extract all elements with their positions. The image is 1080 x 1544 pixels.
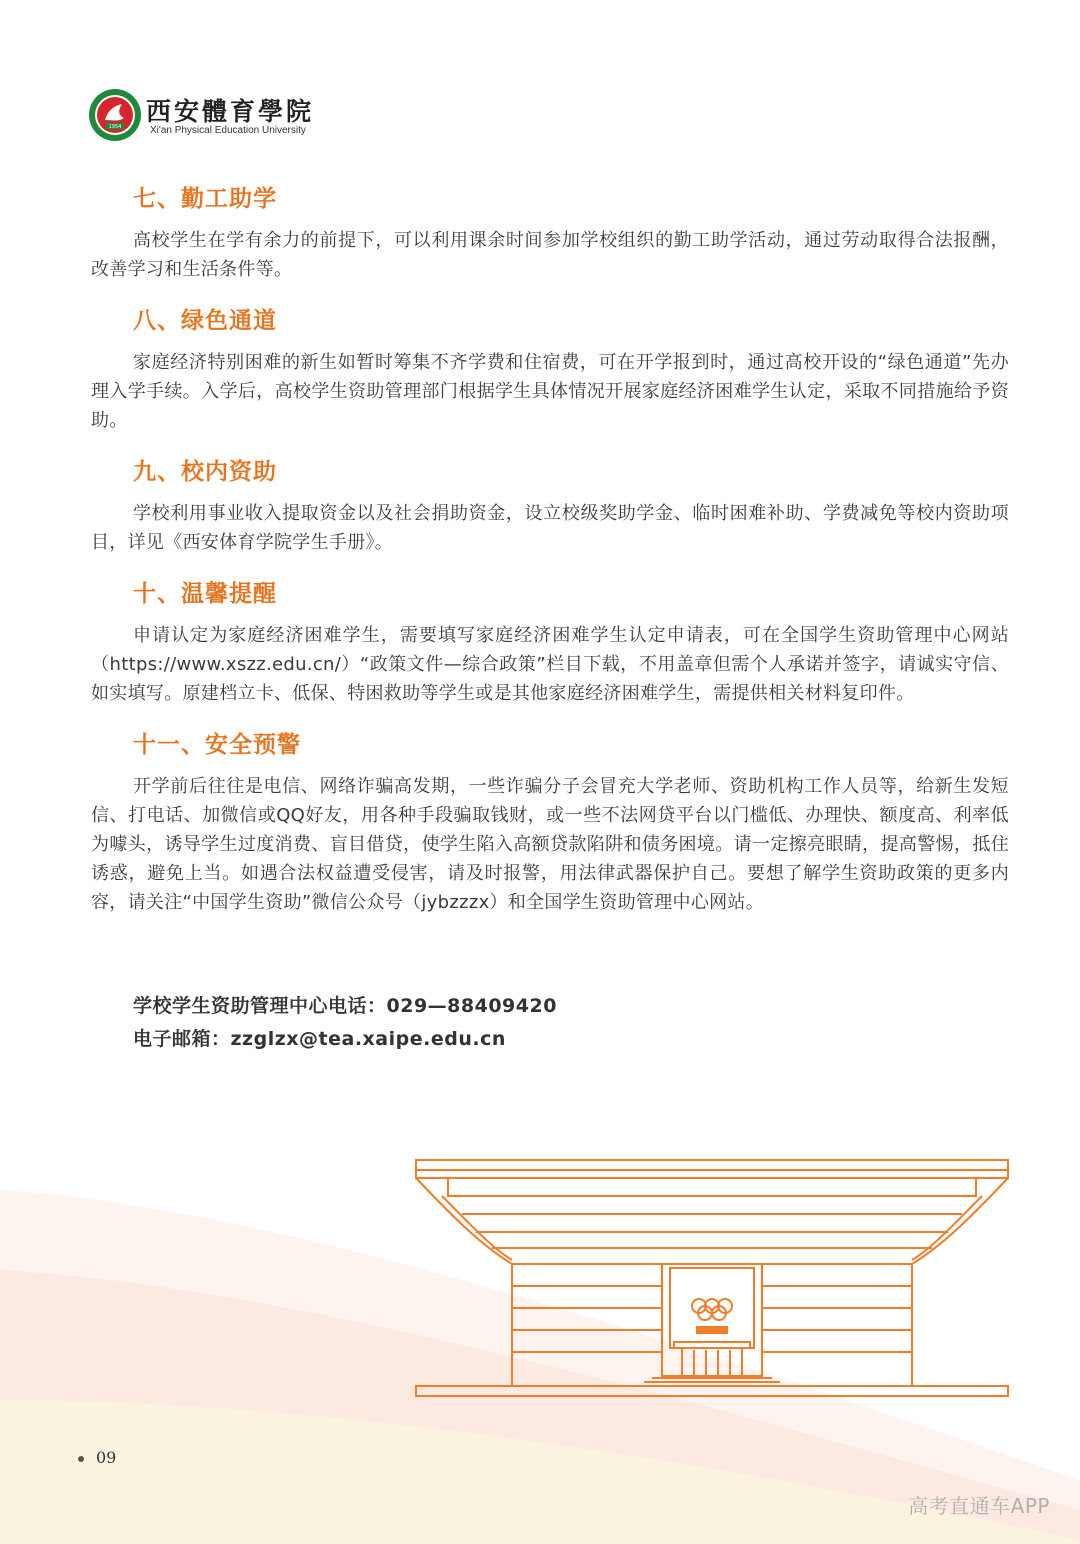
school-name-en: Xi'an Physical Education University bbox=[150, 125, 306, 136]
section-body: 学校利用事业收入提取资金以及社会捐助资金，设立校级奖助学金、临时困难补助、学费减免等校内资助项目，详见《西安体育学院学生手册》。 bbox=[91, 503, 1009, 553]
section-reminder bbox=[91, 577, 1009, 708]
contact-email: 电子邮箱：zzglzx@tea.xaipe.edu.cn bbox=[133, 1028, 506, 1050]
section-green-channel bbox=[91, 304, 1009, 435]
section-campus-aid bbox=[91, 455, 1009, 557]
section-title: 八、绿色通道 bbox=[133, 308, 277, 334]
section-body: 家庭经济特别困难的新生如暂时筹集不齐学费和住宿费，可在开学报到时，通过高校开设的“绿色通道”先办理入学手续。入学后，高校学生资助管理部门根据学生具体情况开展家庭经济困难学生认定，采取不同措施给予资助。 bbox=[91, 352, 1009, 431]
section-title: 七、勤工助学 bbox=[133, 186, 277, 212]
page-number bbox=[78, 1448, 116, 1467]
section-title: 十一、安全预警 bbox=[133, 732, 301, 758]
policy-content bbox=[91, 182, 1009, 937]
contact-phone: 学校学生资助管理中心电话：029—88409420 bbox=[133, 995, 557, 1017]
stadium-building-illustration bbox=[412, 1156, 1012, 1402]
section-security-warning bbox=[91, 728, 1009, 917]
contact-info bbox=[133, 990, 557, 1056]
school-name-cn: 西安體育學院 bbox=[146, 97, 315, 126]
school-header bbox=[88, 86, 408, 146]
watermark-text: 高考直通车APP bbox=[908, 1494, 1050, 1518]
section-body: 高校学生在学有余力的前提下，可以利用课余时间参加学校组织的勤工助学活动，通过劳动取得合法报酬，改善学习和生活条件等。 bbox=[91, 230, 1009, 280]
bullet-dot-icon bbox=[78, 1456, 84, 1462]
page-number-text: 09 bbox=[96, 1448, 117, 1467]
section-work-study bbox=[91, 182, 1009, 284]
section-body: 开学前后往往是电信、网络诈骗高发期，一些诈骗分子会冒充大学老师、资助机构工作人员等，给新生发短信、打电话、加微信或QQ好友，用各种手段骗取钱财，或一些不法网贷平台以门槛低、办理快、额度高、利率低为噱头，诱导学生过度消费、盲目借贷，使学生陷入高额贷款陷阱和债务困境。请一定擦亮眼睛，提高警惕，抵住诱惑，避免上当。如遇合法权益遭受侵害，请及时报警，用法律武器保护自己。要想了解学生资助政策的更多内容，请关注“中国学生资助”微信公众号（jybzzzx）和全国学生资助管理中心网站。 bbox=[91, 776, 1009, 913]
section-title: 十、温馨提醒 bbox=[133, 581, 277, 607]
section-title: 九、校内资助 bbox=[133, 459, 277, 485]
section-body: 申请认定为家庭经济困难学生，需要填写家庭经济困难学生认定申请表，可在全国学生资助管理中心网站（https://www.xszz.edu.cn/）“政策文件—综合政策”栏目下载，不用盖章但需个人承诺并签字，请诚实守信、如实填写。原建档立卡、低保、特困救助等学生或是其他家庭经济困难学生，需提供相关材料复印件。 bbox=[91, 625, 1009, 704]
seal-year: 1954 bbox=[108, 124, 122, 130]
school-seal-logo bbox=[88, 88, 142, 142]
